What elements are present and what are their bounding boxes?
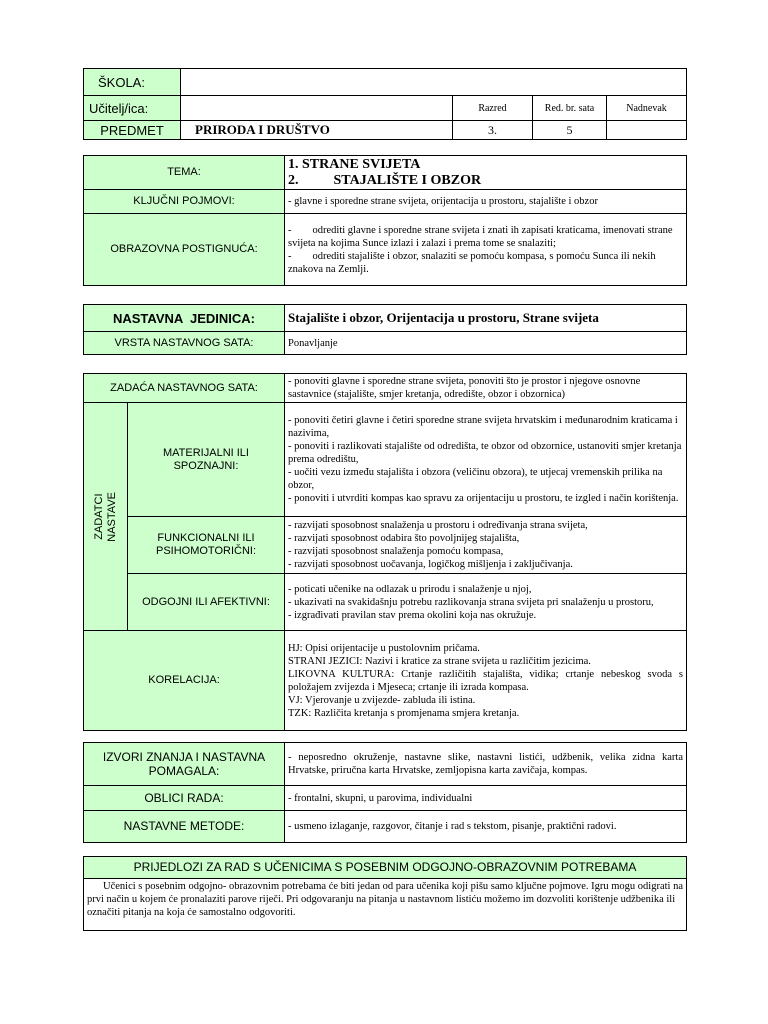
prijedlozi-table [83,856,687,931]
skola-label: ŠKOLA: [84,69,181,96]
nastavne-metode-label: NASTAVNE METODE: [84,811,285,843]
nastavna-jedinica-value: Stajalište i obzor, Orijentacija u prostoru, Strane svijeta [285,305,687,332]
razred-label: Razred [453,96,533,121]
predmet-label: PREDMET [84,121,181,140]
izvori-value: - neposredno okruženje, nastavne slike, nastavni listići, udžbenik, velika zidna karta Hrvatske, priručna karta Hrvatske, zemljopisna karta zavičaja, kompas. [285,743,687,786]
korelacija-label: KORELACIJA: [84,631,285,731]
materijalni-value: - ponoviti četiri glavne i četiri sporedne strane svijeta hrvatskim i međunarodnim kraticama i nazivima, - ponoviti i razlikovati stajalište od odredišta, te obzor od obzornice, ustanoviti smjer kretanja prema odredištu, - uočiti vezu između stajališta i obzora (veličinu obzora), te utjecaj vremenskih prilika na obzor, - ponoviti i utvrditi kompas kao spravu za orijentaciju u prostoru, te izgled i način korištenja. [285,403,687,517]
nadnevak-label: Nadnevak [607,96,687,121]
funkcionalni-value: - razvijati sposobnost snalaženja u prostoru i određivanja strana svijeta, - razvijati sposobnost odabira što povoljnijeg stajališta, - razvijati sposobnost snalaženja pomoću kompasa, - razvijati sposobnost uočavanja, logičkog mišljenja i zaključivanja. [285,517,687,574]
prijedlozi-text: Učenici s posebnim odgojno- obrazovnim potrebama će biti jedan od para učenika koji pišu samo ključne pojmove. Igru mogu odigrati na prvi način u kojem će pronalaziti parove riječi. Pri odgovaranju na pitanja u nastavnom listiću možemo im dozvoliti korištenje udžbenika ili označiti pitanja na koja će samostalno odgovoriti. [84,879,687,931]
razred-value: 3. [453,121,533,140]
zadatci-nastave-label: ZADATCI NASTAVE [84,403,128,631]
vrsta-sata-label: VRSTA NASTAVNOG SATA: [84,332,285,355]
nastavna-jedinica-label: NASTAVNA JEDINICA: [84,305,285,332]
skola-value[interactable] [181,69,687,96]
tema-line-1: 1. STRANE SVIJETA [288,156,421,172]
ucitelj-value[interactable] [181,96,453,121]
tema-label: TEMA: [84,156,285,190]
materijalni-label: MATERIJALNI ILI SPOZNAJNI: [128,403,285,517]
korelacija-value: HJ: Opisi orijentacije u pustolovnim pričama. STRANI JEZICI: Nazivi i kratice za strane svijeta u različitim jezicima. LIKOVNA KULTURA: Crtanje različitih stajališta, vidika; crtanje nebeskog svoda s položajem zvijezda i Mjeseca; crtanje ili izrada kompasa. VJ: Vjerovanje u zvijezde- zabluda ili istina. TZK: Različita kretanja s promjenama smjera kretanja. [285,631,687,731]
obrazovna-postignuca-label: OBRAZOVNA POSTIGNUĆA: [84,214,285,286]
kljucni-pojmovi-label: KLJUČNI POJMOVI: [84,190,285,214]
izvori-table [83,742,687,843]
izvori-label: IZVORI ZNANJA I NASTAVNA POMAGALA: [84,743,285,786]
red-br-sata-label: Red. br. sata [533,96,607,121]
odgojni-label: ODGOJNI ILI AFEKTIVNI: [128,574,285,631]
oblici-rada-label: OBLICI RADA: [84,786,285,811]
jedinica-table [83,304,687,355]
odgojni-value: - poticati učenike na odlazak u prirodu i snalaženje u njoj, - ukazivati na svakidašnju potrebu razlikovanja strana svijeta pri snalaženju u prostoru, - izgrađivati pravilan stav prema okolini koja nas okružuje. [285,574,687,631]
tema-line-2: 2. STAJALIŠTE I OBZOR [288,172,482,188]
vrsta-sata-value: Ponavljanje [285,332,687,355]
ucitelj-label: Učitelj/ica: [84,96,181,121]
red-br-sata-value: 5 [533,121,607,140]
nastavne-metode-value: - usmeno izlaganje, razgovor, čitanje i rad s tekstom, pisanje, praktični radovi. [285,811,687,843]
zadaca-sata-value: - ponoviti glavne i sporedne strane svijeta, ponoviti što je prostor i njegove osnovne sastavnice (stajalište, smjer kretanja, odredište, obzor i obzornica) [285,374,687,403]
nadnevak-value[interactable] [607,121,687,140]
prijedlozi-title: PRIJEDLOZI ZA RAD S UČENICIMA S POSEBNIM ODGOJNO-OBRAZOVNIM POTREBAMA [84,857,687,879]
predmet-value: PRIRODA I DRUŠTVO [181,121,453,140]
zadaci-table [83,373,687,731]
obrazovna-postignuca-value: - odrediti glavne i sporedne strane svijeta i znati ih zapisati kraticama, imenovati strane svijeta na kojima Sunce izlazi i zalazi i prema tome se snalaziti; - odrediti stajalište i obzor, snalaziti se pomoću kompasa, s pomoću Sunca ili nekih znakova na Zemlji. [285,214,687,286]
tema-value [285,156,687,190]
funkcionalni-label: FUNKCIONALNI ILI PSIHOMOTORIČNI: [128,517,285,574]
kljucni-pojmovi-value: - glavne i sporedne strane svijeta, orijentacija u prostoru, stajalište i obzor [285,190,687,214]
header-table [83,68,687,140]
oblici-rada-value: - frontalni, skupni, u parovima, individualni [285,786,687,811]
tema-table [83,155,687,286]
zadaca-sata-label: ZADAĆA NASTAVNOG SATA: [84,374,285,403]
